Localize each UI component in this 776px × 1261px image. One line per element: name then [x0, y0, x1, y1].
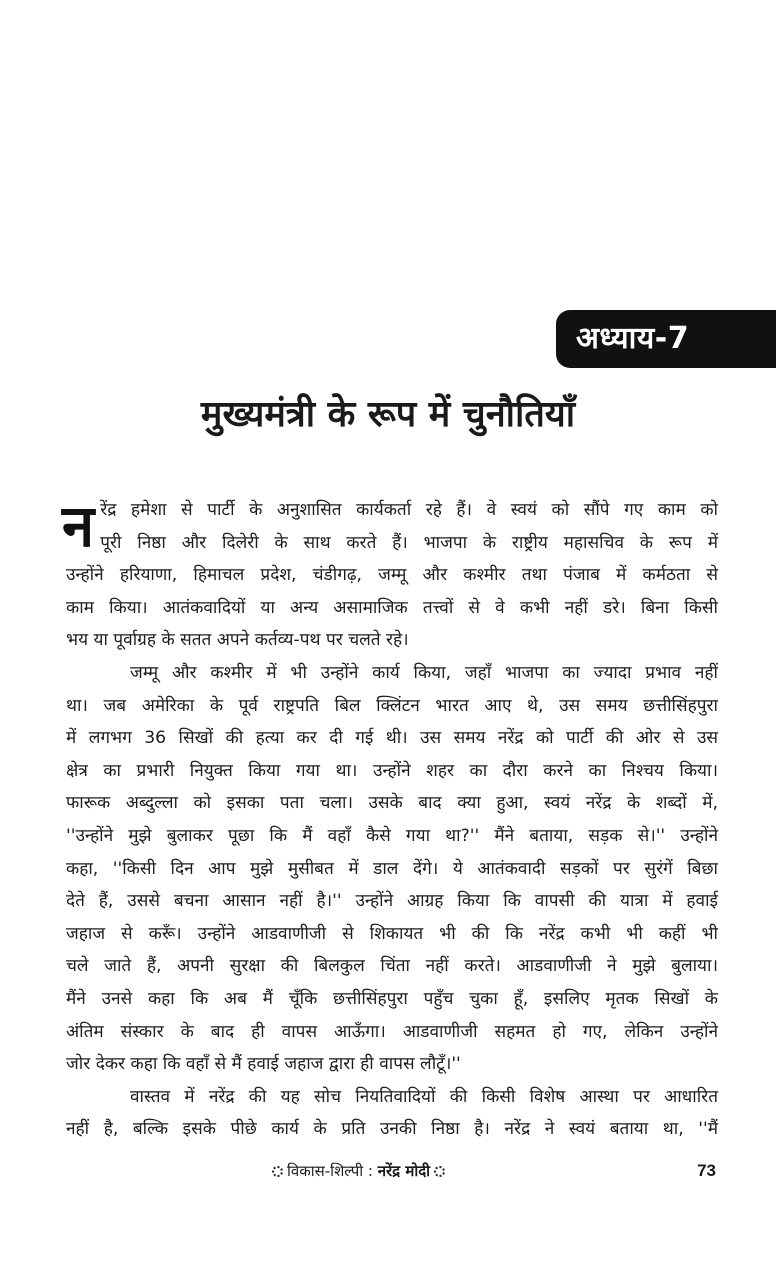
text-line: वास्तव में नरेंद्र की यह सोच नियतिवादियों की किसी विशेष आस्था पर आधारित	[130, 1086, 718, 1107]
chapter-label: अध्याय-7	[576, 321, 690, 356]
paragraph-2	[66, 657, 718, 1081]
text-line: कहा, ''किसी दिन आप मुझे मुसीबत में डाल देंगे। ये आतंकवादी सड़कों पर सुरंगें बिछा	[66, 858, 718, 879]
paragraph-1	[62, 492, 718, 657]
text-line: नहीं है, बल्कि इसके पीछे कार्य के प्रति उनकी निष्ठा है। नरेंद्र ने स्वयं बताया था, ''मैं	[66, 1119, 718, 1140]
text-line: अंतिम संस्कार के बाद ही वापस आऊँगा। आडवाणीजी सहमत हो गए, लेकिन उन्होंने	[66, 1021, 718, 1042]
flower-ornament-icon	[434, 1166, 445, 1177]
book-author: नरेंद्र मोदी	[377, 1162, 431, 1180]
text-line: ''उन्होंने मुझे बुलाकर पूछा कि मैं वहाँ कैसे गया था?'' मैंने बताया, सड़क से।'' उन्होंने	[66, 825, 718, 846]
text-line: भय या पूर्वाग्रह के सतत अपने कर्तव्य-पथ पर चलते रहे।	[66, 630, 409, 651]
chapter-body	[62, 492, 718, 1146]
text-line: में लगभग 36 सिखों की हत्या कर दी गई थी। उस समय नरेंद्र को पार्टी की ओर से उस	[66, 728, 718, 749]
page-number: 73	[697, 1161, 716, 1180]
text-line: जम्मू और कश्मीर में भी उन्होंने कार्य किया, जहाँ भाजपा का ज्यादा प्रभाव नहीं	[130, 662, 718, 683]
running-footer	[268, 1156, 449, 1186]
chapter-title: मुख्यमंत्री के रूप में चुनौतियाँ	[200, 394, 576, 435]
text-line: मैंने उनसे कहा कि अब मैं चूँकि छत्तीसिंहपुरा पहुँच चुका हूँ, इसलिए मृतक सिखों के	[66, 988, 718, 1009]
book-title-prefix: विकास-शिल्पी :	[287, 1162, 378, 1180]
text-line: क्षेत्र का प्रभारी नियुक्त किया गया था। उन्होंने शहर का दौरा करने का निश्चय किया।	[66, 760, 718, 781]
text-line: फारूक अब्दुल्ला को इसका पता चला। उसके बाद क्या हुआ, स्वयं नरेंद्र के शब्दों में,	[66, 793, 718, 814]
text-line: रेंद्र हमेशा से पार्टी के अनुशासित कार्यकर्ता रहे हैं। वे स्वयं को सौंपे गए काम को	[100, 500, 718, 520]
flower-ornament-icon	[272, 1166, 283, 1177]
text-line: था। जब अमेरिका के पूर्व राष्ट्रपति बिल क्लिंटन भारत आए थे, उस समय छत्तीसिंहपुरा	[66, 695, 718, 716]
text-line: उन्होंने हरियाणा, हिमाचल प्रदेश, चंडीगढ़, जम्मू और कश्मीर तथा पंजाब में कर्मठता से	[66, 565, 718, 586]
paragraph-3	[66, 1081, 718, 1146]
text-line: देते हैं, उससे बचना आसान नहीं है।'' उन्होंने आग्रह किया कि वापसी की यात्रा में हवाई	[66, 891, 718, 912]
text-line: पूरी निष्ठा और दिलेरी के साथ करते हैं। भाजपा के राष्ट्रीय महासचिव के रूप में	[100, 532, 718, 553]
text-line: काम किया। आतंकवादियों या अन्य असामाजिक तत्त्वों से वे कभी नहीं डरे। बिना किसी	[66, 597, 718, 618]
text-line: जोर देकर कहा कि वहाँ से मैं हवाई जहाज द्वारा ही वापस लौटूँ।''	[66, 1054, 461, 1075]
text-line: चले जाते हैं, अपनी सुरक्षा की बिलकुल चिंता नहीं करते। आडवाणीजी ने मुझे बुलाया।	[66, 956, 718, 977]
chapter-label-tab	[556, 310, 776, 368]
page-footer	[0, 1156, 776, 1186]
drop-cap: न	[62, 492, 95, 560]
text-line: जहाज से करूँ। उन्होंने आडवाणीजी से शिकायत भी की कि नरेंद्र कभी भी कहीं भी	[66, 923, 718, 944]
